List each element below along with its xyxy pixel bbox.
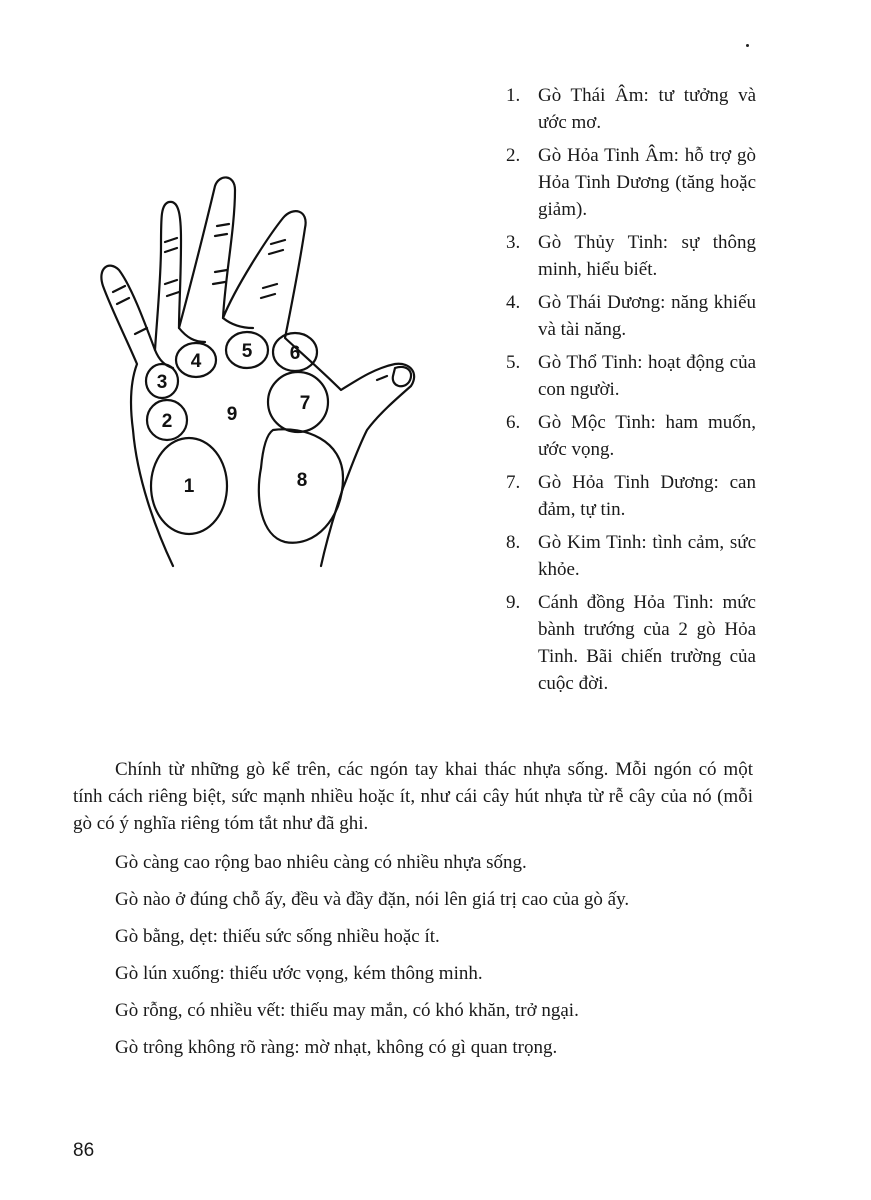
palm-illustration — [95, 168, 440, 578]
legend-item — [506, 529, 756, 583]
legend-item — [506, 82, 756, 136]
paragraph: Gò bằng, dẹt: thiếu sức sống nhiều hoặc ít. — [115, 926, 440, 947]
finger-divider — [223, 318, 253, 328]
legend-number: 5. — [506, 352, 521, 373]
mount-label-9: 9 — [226, 404, 238, 425]
palm-mounts-diagram — [95, 168, 440, 578]
mount-label-8: 8 — [296, 470, 308, 491]
legend-text: Gò Thủy Tinh: sự thông minh, hiểu biết. — [538, 232, 756, 280]
mount-legend — [506, 82, 756, 703]
legend-number: 1. — [506, 85, 521, 106]
finger-divider — [179, 328, 205, 342]
legend-text: Gò Thái Âm: tư tưởng và ước mơ. — [538, 85, 756, 133]
legend-item — [506, 142, 756, 223]
mount-label-6: 6 — [289, 343, 301, 364]
mount-label-5: 5 — [241, 341, 253, 362]
paragraph: Gò rỗng, có nhiều vết: thiếu may mắn, có khó khăn, trở ngại. — [115, 1000, 579, 1021]
legend-number: 2. — [506, 145, 521, 166]
legend-text: Gò Thái Dương: năng khiếu và tài năng. — [538, 292, 756, 340]
legend-text: Gò Thổ Tinh: hoạt động của con người. — [538, 352, 756, 400]
mount-label-7: 7 — [299, 393, 311, 414]
legend-text: Gò Hỏa Tinh Dương: can đảm, tự tin. — [538, 472, 756, 520]
legend-item — [506, 589, 756, 697]
paragraph: Gò trông không rõ ràng: mờ nhạt, không có gì quan trọng. — [115, 1037, 558, 1058]
legend-number: 9. — [506, 592, 521, 613]
legend-item — [506, 409, 756, 463]
legend-item — [506, 349, 756, 403]
legend-text: Gò Hỏa Tinh Âm: hỗ trợ gò Hỏa Tinh Dương (tăng hoặc giảm). — [538, 145, 756, 220]
legend-item — [506, 229, 756, 283]
legend-number: 8. — [506, 532, 521, 553]
mount-7 — [268, 372, 328, 432]
mount-label-1: 1 — [183, 476, 195, 497]
page-number: 86 — [73, 1140, 95, 1161]
legend-number: 7. — [506, 472, 521, 493]
legend-item — [506, 289, 756, 343]
mount-label-2: 2 — [161, 411, 173, 432]
ink-speck — [746, 44, 749, 47]
legend-text: Cánh đồng Hỏa Tinh: mức bành trướng của 2 gò Hỏa Tinh. Bãi chiến trường của cuộc đời. — [538, 592, 756, 694]
legend-number: 3. — [506, 232, 521, 253]
thumb-nail — [393, 367, 411, 386]
paragraph: Gò lún xuống: thiếu ước vọng, kém thông minh. — [115, 963, 483, 984]
legend-number: 4. — [506, 292, 521, 313]
paragraph: Gò nào ở đúng chỗ ấy, đều và đầy đặn, nói lên giá trị cao của gò ấy. — [115, 889, 630, 910]
legend-number: 6. — [506, 412, 521, 433]
mount-label-3: 3 — [156, 372, 168, 393]
body-text — [73, 756, 753, 1071]
paragraph: Gò càng cao rộng bao nhiêu càng có nhiều nhựa sống. — [115, 852, 527, 873]
legend-text: Gò Mộc Tinh: ham muốn, ước vọng. — [538, 412, 756, 460]
legend-item — [506, 469, 756, 523]
paragraph: Chính từ những gò kể trên, các ngón tay khai thác nhựa sống. Mỗi ngón có một tính cách riêng biệt, sức mạnh nhiều hoặc ít, như cái cây hút nhựa từ rễ cây của nó (mỗi gò có ý nghĩa riêng tóm tắt như đã ghi. — [73, 759, 753, 834]
legend-text: Gò Kim Tinh: tình cảm, sức khỏe. — [538, 532, 756, 580]
mount-label-4: 4 — [190, 351, 202, 372]
